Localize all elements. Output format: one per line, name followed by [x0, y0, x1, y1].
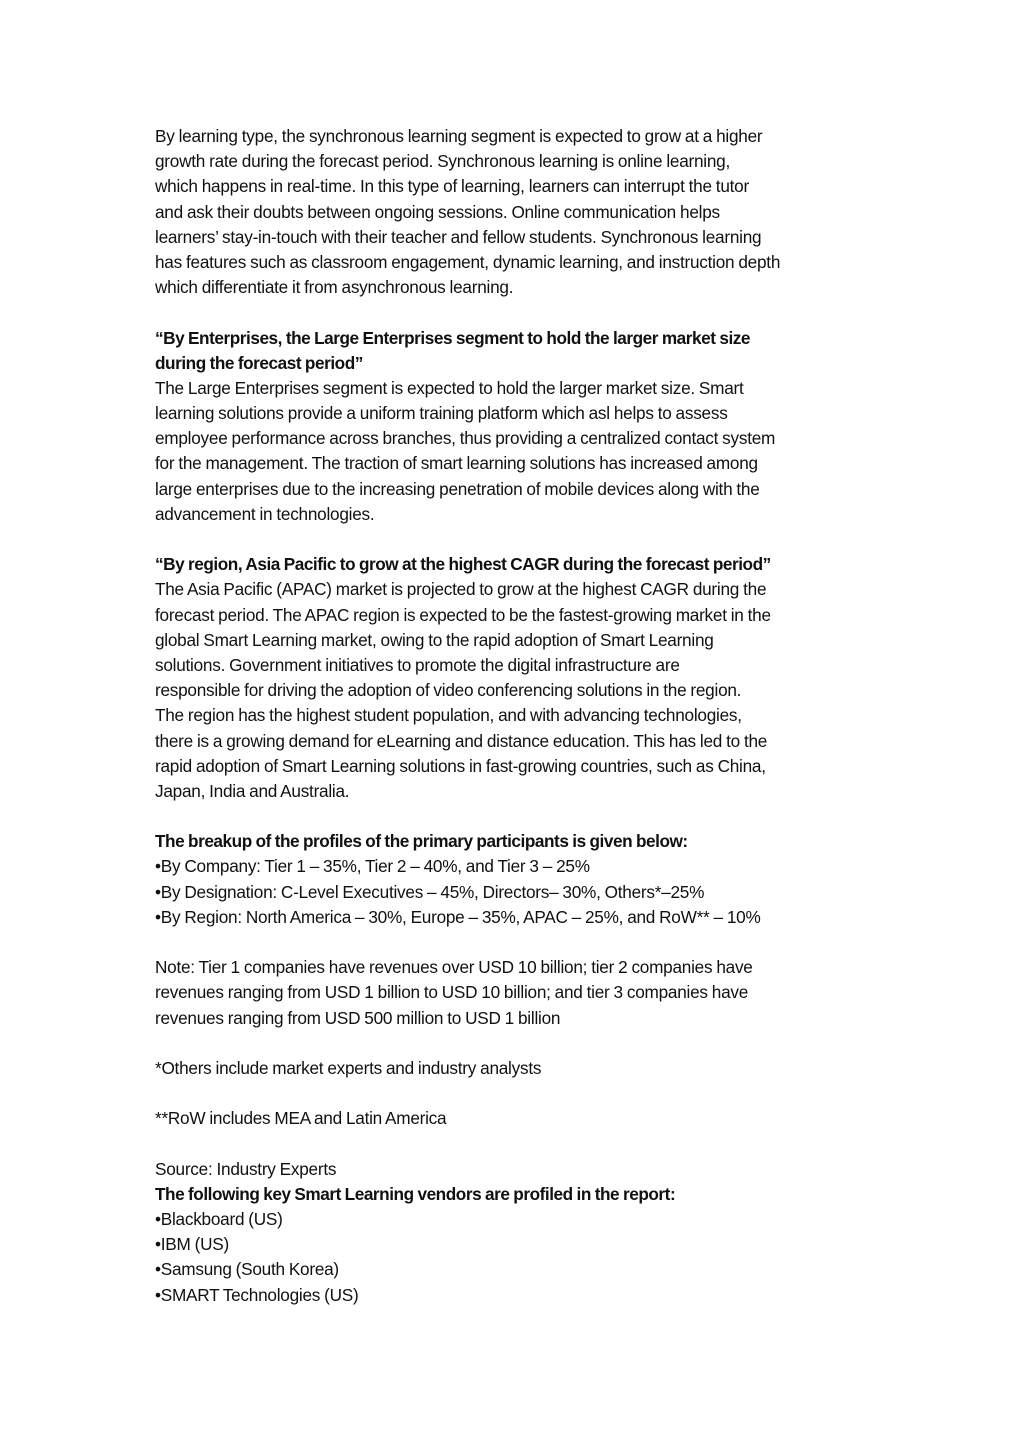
text-line: The Large Enterprises segment is expected to hold the larger market size. Smart	[155, 377, 744, 398]
bullet-item: •By Designation: C-Level Executives – 45%, Directors– 30%, Others*–25%	[155, 881, 705, 902]
spacer	[155, 1081, 875, 1106]
text-line: which differentiate it from asynchronous learning.	[155, 277, 514, 298]
enterprises-section	[155, 326, 875, 528]
text-line: revenues ranging from USD 1 billion to USD 10 billion; and tier 3 companies have	[155, 982, 749, 1003]
text-line: The Asia Pacific (APAC) market is projected to grow at the highest CAGR during the	[155, 579, 767, 600]
spacer	[155, 1132, 875, 1157]
region-section	[155, 552, 875, 804]
text-line: solutions. Government initiatives to promote the digital infrastructure are	[155, 654, 680, 675]
text-line: global Smart Learning market, owing to the rapid adoption of Smart Learning	[155, 629, 714, 650]
vendor-item: •Blackboard (US)	[155, 1209, 283, 1230]
text-line: rapid adoption of Smart Learning solutions in fast-growing countries, such as China,	[155, 755, 766, 776]
footnote-row: **RoW includes MEA and Latin America	[155, 1108, 447, 1129]
note-paragraph	[155, 955, 875, 1031]
spacer	[155, 527, 875, 552]
spacer	[155, 300, 875, 325]
text-line: responsible for driving the adoption of video conferencing solutions in the region.	[155, 680, 742, 701]
intro-paragraph	[155, 124, 875, 300]
section-heading: “By Enterprises, the Large Enterprises segment to hold the larger market size	[155, 327, 751, 348]
spacer	[155, 930, 875, 955]
participants-section	[155, 829, 875, 930]
text-line: revenues ranging from USD 500 million to USD 1 billion	[155, 1007, 561, 1028]
section-heading: The following key Smart Learning vendors are profiled in the report:	[155, 1183, 676, 1204]
text-line: forecast period. The APAC region is expected to be the fastest-growing market in the	[155, 604, 771, 625]
spacer	[155, 1031, 875, 1056]
vendor-item: •IBM (US)	[155, 1234, 229, 1255]
spacer	[155, 804, 875, 829]
vendor-item: •Samsung (South Korea)	[155, 1259, 339, 1280]
vendor-item: •SMART Technologies (US)	[155, 1284, 359, 1305]
bullet-item: •By Company: Tier 1 – 35%, Tier 2 – 40%, and Tier 3 – 25%	[155, 856, 590, 877]
text-line: learning solutions provide a uniform training platform which asl helps to assess	[155, 403, 728, 424]
text-line: has features such as classroom engagement, dynamic learning, and instruction depth	[155, 251, 781, 272]
vendors-section	[155, 1182, 875, 1308]
section-heading: “By region, Asia Pacific to grow at the highest CAGR during the forecast period”	[155, 554, 771, 575]
text-line: large enterprises due to the increasing penetration of mobile devices along with the	[155, 478, 760, 499]
text-line: Note: Tier 1 companies have revenues over USD 10 billion; tier 2 companies have	[155, 957, 753, 978]
text-line: growth rate during the forecast period. Synchronous learning is online learning,	[155, 151, 731, 172]
section-heading: during the forecast period”	[155, 352, 363, 373]
text-line: Japan, India and Australia.	[155, 780, 350, 801]
section-heading: The breakup of the profiles of the primary participants is given below:	[155, 831, 688, 852]
text-line: The region has the highest student population, and with advancing technologies,	[155, 705, 742, 726]
text-line: learners’ stay-in-touch with their teacher and fellow students. Synchronous learning	[155, 226, 762, 247]
source-line: Source: Industry Experts	[155, 1158, 337, 1179]
text-line: there is a growing demand for eLearning and distance education. This has led to the	[155, 730, 768, 751]
text-line: advancement in technologies.	[155, 503, 375, 524]
bullet-item: •By Region: North America – 30%, Europe – 35%, APAC – 25%, and RoW** – 10%	[155, 906, 761, 927]
text-line: By learning type, the synchronous learning segment is expected to grow at a higher	[155, 126, 763, 146]
text-line: for the management. The traction of smart learning solutions has increased among	[155, 453, 758, 474]
footnote-others: *Others include market experts and industry analysts	[155, 1057, 542, 1078]
text-line: employee performance across branches, thus providing a centralized contact system	[155, 428, 776, 449]
text-line: and ask their doubts between ongoing sessions. Online communication helps	[155, 201, 720, 222]
document-page	[155, 124, 875, 1308]
text-line: which happens in real-time. In this type of learning, learners can interrupt the tutor	[155, 176, 749, 197]
